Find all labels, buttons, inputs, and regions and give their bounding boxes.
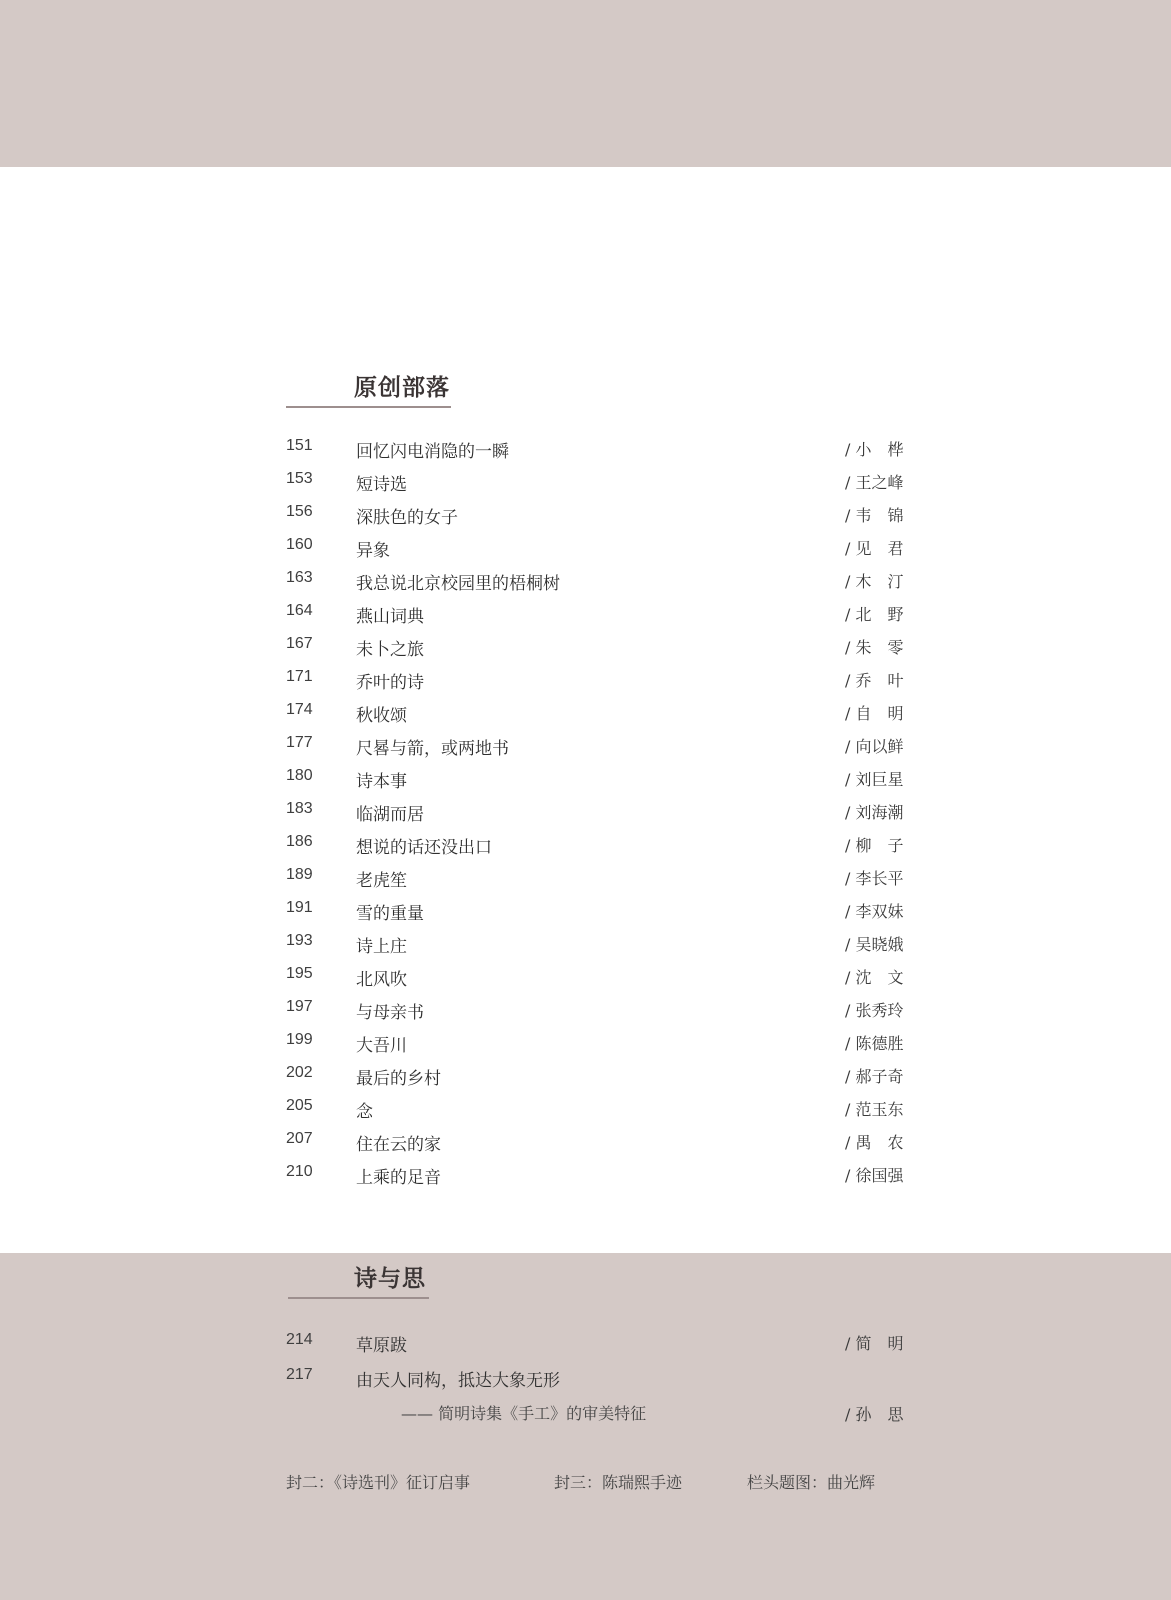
- toc-row[interactable]: [0, 965, 1171, 995]
- toc-row[interactable]: [0, 569, 1171, 599]
- footer-cover3: 封三：陈瑞熙手迹: [554, 1473, 683, 1492]
- entry-title: 雪的重量: [356, 904, 424, 924]
- footer-cover2: 封二：《诗选刊》征订启事: [286, 1473, 471, 1492]
- entry-title: 燕山词典: [356, 607, 424, 627]
- toc-row[interactable]: [0, 536, 1171, 566]
- entry-title: 乔叶的诗: [356, 673, 424, 693]
- entry-title: 北风吹: [356, 970, 407, 990]
- page-number: 183: [286, 800, 313, 817]
- entry-title: 秋收颂: [356, 706, 407, 726]
- page-number: 217: [286, 1366, 313, 1383]
- toc-row[interactable]: [0, 1163, 1171, 1193]
- toc-row[interactable]: [0, 701, 1171, 731]
- top-band: [0, 0, 1171, 167]
- toc-row[interactable]: [0, 932, 1171, 962]
- entry-author: / 北 野: [845, 605, 904, 624]
- page-number: 153: [286, 470, 313, 487]
- entry-title: 回忆闪电消隐的一瞬: [356, 442, 509, 462]
- page-number: 156: [286, 503, 313, 520]
- toc-row[interactable]: [0, 470, 1171, 500]
- entry-title: 未卜之旅: [356, 640, 424, 660]
- entry-author: / 徐国强: [845, 1166, 904, 1185]
- page-number: 193: [286, 932, 313, 949]
- page-number: 163: [286, 569, 313, 586]
- page-number: 171: [286, 668, 313, 685]
- entry-author: / 韦 锦: [845, 506, 904, 525]
- toc-row[interactable]: [0, 635, 1171, 665]
- entry-subtitle: —— 简明诗集《手工》的审美特征: [401, 1404, 647, 1423]
- entry-title: 老虎笙: [356, 871, 407, 891]
- entry-author: / 刘巨星: [845, 770, 904, 789]
- entry-author: / 王之峰: [845, 473, 904, 492]
- entry-title: 大吾川: [356, 1036, 407, 1056]
- toc-row[interactable]: [0, 1130, 1171, 1160]
- entry-author: / 李双妹: [845, 902, 904, 921]
- toc-row[interactable]: [0, 866, 1171, 896]
- entry-title: 诗本事: [356, 772, 407, 792]
- entry-author: / 沈 文: [845, 968, 904, 987]
- page-number: 191: [286, 899, 313, 916]
- page-number: 199: [286, 1031, 313, 1048]
- page-number: 205: [286, 1097, 313, 1114]
- entry-title: 尺晷与箭，或两地书: [356, 739, 509, 759]
- toc-row[interactable]: [0, 668, 1171, 698]
- entry-author: / 木 汀: [845, 572, 904, 591]
- entry-title: 我总说北京校园里的梧桐树: [356, 574, 560, 594]
- toc-row[interactable]: [0, 734, 1171, 764]
- entry-title: 最后的乡村: [356, 1069, 441, 1089]
- entry-author: / 小 桦: [845, 440, 904, 459]
- page-number: 151: [286, 437, 313, 454]
- toc-row[interactable]: [0, 602, 1171, 632]
- page-number: 210: [286, 1163, 313, 1180]
- page-number: 167: [286, 635, 313, 652]
- entry-author: / 范玉东: [845, 1100, 904, 1119]
- page-number: 202: [286, 1064, 313, 1081]
- entry-author: / 刘海潮: [845, 803, 904, 822]
- toc-row[interactable]: [0, 767, 1171, 797]
- entry-author: / 张秀玲: [845, 1001, 904, 1020]
- entry-title: 住在云的家: [356, 1135, 441, 1155]
- entry-title: 想说的话还没出口: [356, 838, 492, 858]
- footer-header-art: 栏头题图：曲光辉: [747, 1473, 876, 1492]
- page-number: 195: [286, 965, 313, 982]
- toc-row[interactable]: [0, 998, 1171, 1028]
- entry-title: 异象: [356, 541, 390, 561]
- toc-row[interactable]: [0, 899, 1171, 929]
- toc-row[interactable]: [0, 1331, 1171, 1361]
- page-number: 189: [286, 866, 313, 883]
- entry-author: / 柳 子: [845, 836, 904, 855]
- page-number: 180: [286, 767, 313, 784]
- page-number: 164: [286, 602, 313, 619]
- entry-author: / 陈德胜: [845, 1034, 904, 1053]
- entry-author: / 朱 零: [845, 638, 904, 657]
- entry-title: 与母亲书: [356, 1003, 424, 1023]
- entry-title: 深肤色的女子: [356, 508, 458, 528]
- entry-author: / 乔 叶: [845, 671, 904, 690]
- bottom-band: [0, 1253, 1171, 1600]
- toc-row[interactable]: [0, 437, 1171, 467]
- entry-title: 上乘的足音: [356, 1168, 441, 1188]
- subtitle-author: / 孙 思: [845, 1405, 904, 1424]
- toc-row[interactable]: [0, 1031, 1171, 1061]
- page-number: 207: [286, 1130, 313, 1147]
- toc-row[interactable]: [0, 800, 1171, 830]
- section-underline: [286, 406, 451, 408]
- entry-title: 短诗选: [356, 475, 407, 495]
- page-number: 177: [286, 734, 313, 751]
- entry-author: / 禺 农: [845, 1133, 904, 1152]
- entry-author: / 李长平: [845, 869, 904, 888]
- entry-author: / 简 明: [845, 1334, 904, 1353]
- page-number: 160: [286, 536, 313, 553]
- page-number: 197: [286, 998, 313, 1015]
- entry-author: / 吴晓娥: [845, 935, 904, 954]
- toc-row[interactable]: [0, 1366, 1171, 1396]
- entry-author: / 郝子奇: [845, 1067, 904, 1086]
- entry-title: 临湖而居: [356, 805, 424, 825]
- entry-title: 草原跋: [356, 1336, 407, 1356]
- entry-title: 念: [356, 1102, 373, 1122]
- toc-row[interactable]: [0, 1097, 1171, 1127]
- toc-row[interactable]: [0, 833, 1171, 863]
- page-number: 214: [286, 1331, 313, 1348]
- section-title-original-tribe: 原创部落: [354, 374, 450, 401]
- entry-title: 由天人同构，抵达大象无形: [356, 1371, 560, 1391]
- entry-author: / 自 明: [845, 704, 904, 723]
- page-number: 186: [286, 833, 313, 850]
- toc-row[interactable]: [0, 503, 1171, 533]
- page-number: 174: [286, 701, 313, 718]
- section-title-poetry-thought: 诗与思: [354, 1265, 426, 1292]
- entry-title: 诗上庄: [356, 937, 407, 957]
- section-underline: [288, 1297, 429, 1299]
- entry-author: / 向以鲜: [845, 737, 904, 756]
- entry-author: / 见 君: [845, 539, 904, 558]
- toc-row[interactable]: [0, 1064, 1171, 1094]
